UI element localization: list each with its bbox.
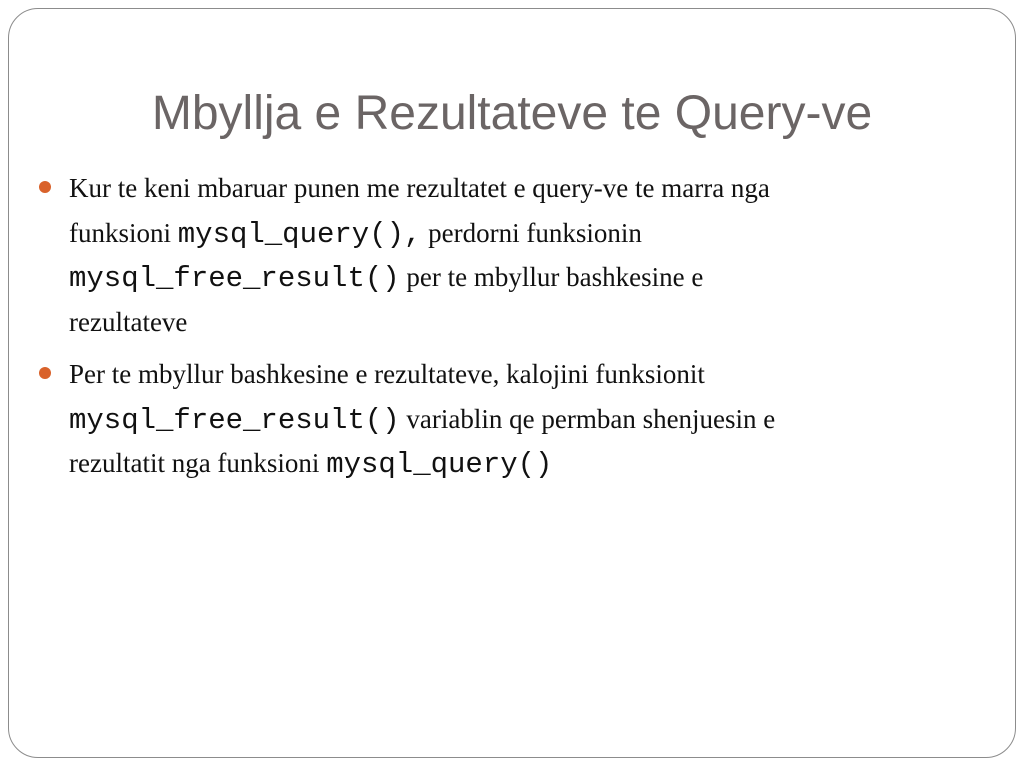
code-span: mysql_free_result() [69,262,400,295]
text-span: Per te mbyllur bashkesine e rezultateve, kalojini funksionit [69,359,705,389]
bullet-text-line [69,358,705,390]
code-span: mysql_free_result() [69,404,400,437]
text-span: Kur te keni mbaruar punen me rezultatet e query-ve te marra nga [69,173,770,203]
code-span: mysql_query() [326,448,553,481]
bullet-text-line [69,403,775,437]
bullet-dot-icon [39,181,51,193]
text-span: per te mbyllur bashkesine e [399,262,704,292]
slide-title: Mbyllja e Rezultateve te Query-ve [151,87,873,140]
bullet-text-line [69,306,187,338]
bullet-dot-icon [39,367,51,379]
bullet-text-line [69,261,703,295]
text-span: variablin qe permban shenjuesin e [399,404,776,434]
text-span: rezultateve [69,307,188,337]
text-span: rezultatit nga funksioni [69,448,327,478]
text-span: perdorni funksionin [421,218,642,248]
code-span: mysql_query(), [177,218,422,251]
bullet-text-line [69,447,552,481]
bullet-text-line [69,217,642,251]
text-span: funksioni [69,218,178,248]
bullet-text-line [69,172,770,204]
